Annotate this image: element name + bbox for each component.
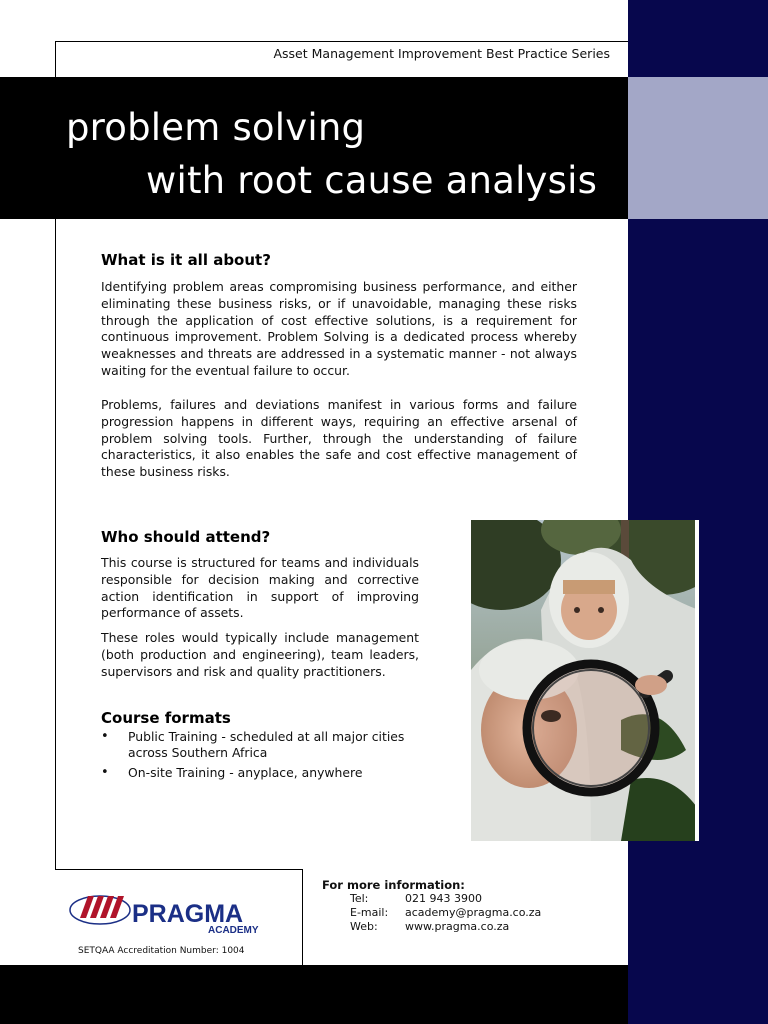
lavender-side-block <box>628 77 768 219</box>
logo-subtitle: ACADEMY <box>208 925 259 936</box>
pragma-academy-logo <box>68 888 268 940</box>
accreditation-number: SETQAA Accreditation Number: 1004 <box>78 946 245 956</box>
photo-magnifying-glass <box>471 520 699 841</box>
formats-list <box>101 729 441 785</box>
formats-heading: Course formats <box>101 709 231 727</box>
footer-band <box>0 965 628 1024</box>
attend-paragraph-2: These roles would typically include management (both production and engineering), team leaders, supervisors and risk and quality practitioners. <box>101 630 419 679</box>
about-paragraph-1: Identifying problem areas compromising business performance, and either eliminating these business risks, or if unavoidable, managing these risks through the application of cost effective solutions, is a requirement for continuous improvement. Problem Solving is a dedicated process whereby weaknesses and threats are addressed in a systematic manner - not always waiting for the eventual failure to occur. <box>101 279 577 378</box>
contact-email-value[interactable]: academy@pragma.co.za <box>405 906 542 919</box>
frame-top-line <box>55 41 628 42</box>
series-label: Asset Management Improvement Best Practice Series <box>273 46 610 61</box>
contact-email-label: E-mail: <box>350 906 389 919</box>
about-heading: What is it all about? <box>101 251 271 269</box>
frame-left-line-top <box>55 41 56 77</box>
contact-web-label: Web: <box>350 920 378 933</box>
contact-web-value[interactable]: www.pragma.co.za <box>405 920 510 933</box>
format-item-onsite: • On-site Training - anyplace, anywhere <box>101 765 441 781</box>
attend-paragraph-1: This course is structured for teams and individuals responsible for decision making and corrective action identification in support of improving performance of assets. <box>101 555 419 621</box>
contact-tel-value: 021 943 3900 <box>405 892 482 905</box>
contact-heading: For more information: <box>322 878 465 892</box>
page-title-line-2: with root cause analysis <box>146 159 598 202</box>
logo-box-top-line <box>55 869 302 870</box>
logo-wordmark: PRAGMA <box>132 900 244 928</box>
page-title-line-1: problem solving <box>66 106 366 149</box>
format-item-public: • Public Training - scheduled at all major cities across Southern Africa <box>101 729 441 761</box>
attend-heading: Who should attend? <box>101 528 271 546</box>
frame-left-line <box>55 219 56 869</box>
about-paragraph-2: Problems, failures and deviations manifest in various forms and failure progression happens in different ways, requiring an effective arsenal of problem solving tools. Further, through the understanding of failure characteristics, it also enables the safe and cost effective management of these business risks. <box>101 397 577 480</box>
logo-box-right-line <box>302 869 303 965</box>
contact-tel-label: Tel: <box>350 892 369 905</box>
